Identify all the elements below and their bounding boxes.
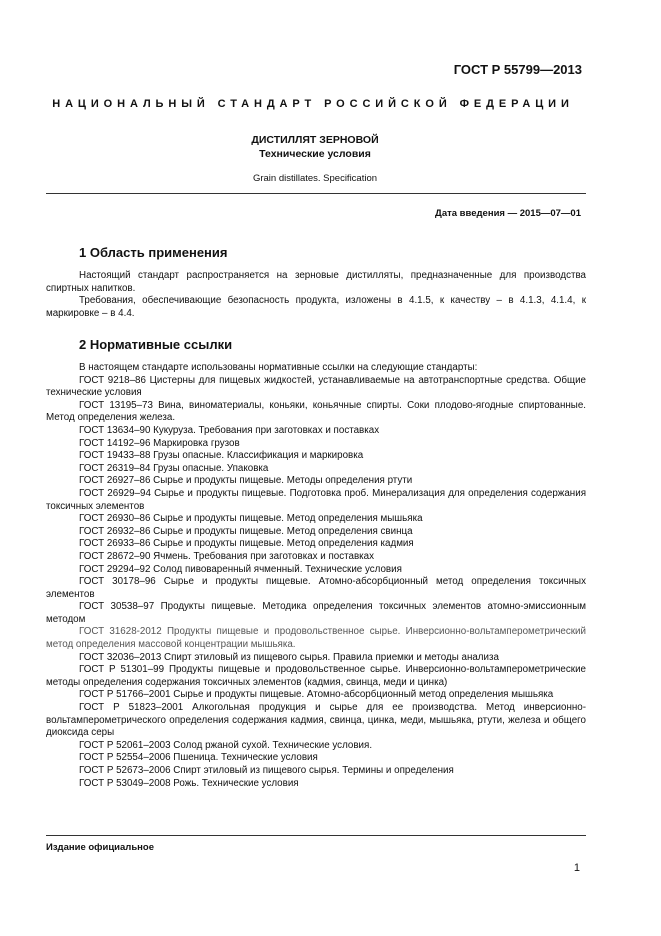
section-heading: 2 Нормативные ссылки [79,337,233,352]
header-divider [46,193,586,194]
reference-item: ГОСТ 32036–2013 Спирт этиловый из пищевого сырья. Правила приемки и методы анализа [79,651,499,663]
paragraph: Требования, обеспечивающие безопасность продукта, изложены в 4.1.5, к качеству – в 4.1.3, 4.1.4, к маркировке – в 4.4. [46,295,586,319]
reference-item: ГОСТ 19433–88 Грузы опасные. Классификация и маркировка [79,450,364,462]
national-standard-heading: НАЦИОНАЛЬНЫЙ СТАНДАРТ РОССИЙСКОЙ ФЕДЕРАЦИИ [52,98,574,110]
reference-item: ГОСТ Р 51301–99 Продукты пищевые и продовольственное сырье. Инверсионно-вольтамперометрические методы определения содержания токсичных элементов (кадмия, свинца, меди и цинка) [46,664,586,688]
reference-item: ГОСТ Р 52673–2006 Спирт этиловый из пищевого сырья. Термины и определения [79,765,454,776]
title-block [48,133,582,185]
reference-item: ГОСТ 13195–73 Вина, виноматериалы, коньяки, коньячные спирты. Соки плодово-ягодные спиртованные. Метод определения железа. [46,399,586,424]
section-heading: 1 Область применения [79,245,228,260]
document-title: ДИСТИЛЛЯТ ЗЕРНОВОЙ [251,134,379,146]
reference-item: ГОСТ 13634–90 Кукуруза. Требования при заготовках и поставках [79,424,380,436]
document-subtitle: Технические условия [259,148,371,160]
reference-item: ГОСТ Р 53049–2008 Рожь. Технические условия [79,777,299,789]
official-edition-label: Издание официальное [46,842,154,853]
reference-item: ГОСТ Р 51823–2001 Алкогольная продукция и сырье для ее производства. Метод инверсионно-вольтамперометрического определения содержания кадмия, свинца, цинка, меди, мышьяка, ртути, железа и общего диоксида серы [46,702,586,739]
reference-item: ГОСТ Р 51766–2001 Сырье и продукты пищевые. Атомно-абсорбционный метод определения мышьяка [79,689,554,701]
document-title-english: Grain distillates. Specification [252,173,378,184]
introduction-date: Дата введения — 2015—07—01 [435,208,581,219]
reference-item: ГОСТ 28672–90 Ячмень. Требования при заготовках и поставках [79,550,375,562]
standard-number: ГОСТ Р 55799—2013 [453,62,582,77]
page-number: 1 [573,862,580,874]
reference-item: ГОСТ Р 52554–2006 Пшеница. Технические условия [79,752,318,764]
section-scope [46,244,586,320]
paragraph: В настоящем стандарте использованы нормативные ссылки на следующие стандарты: [79,362,478,373]
paragraph: Настоящий стандарт распространяется на зерновые дистилляты, предназначенные для производства спиртных напитков. [46,270,586,294]
footer-divider [46,835,586,836]
reference-item: ГОСТ 26930–86 Сырье и продукты пищевые. Метод определения мышьяка [79,513,423,525]
reference-item: ГОСТ 30178–96 Сырье и продукты пищевые. Атомно-абсорбционный метод определения токсичных элементов [46,576,586,600]
reference-item: ГОСТ 26927–86 Сырье и продукты пищевые. Методы определения ртути [79,475,413,487]
reference-item: ГОСТ Р 52061–2003 Солод ржаной сухой. Технические условия. [79,739,373,751]
reference-item: ГОСТ 26933–86 Сырье и продукты пищевые. Метод определения кадмия [79,538,414,550]
reference-item: ГОСТ 29294–92 Солод пивоваренный ячменный. Технические условия [79,563,402,575]
reference-item: ГОСТ 30538–97 Продукты пищевые. Методика определения токсичных элементов атомно-эмиссионным методом [46,601,586,625]
reference-item: ГОСТ 14192–96 Маркировка грузов [79,437,240,449]
reference-item: ГОСТ 26929–94 Сырье и продукты пищевые. Подготовка проб. Минерализация для определения содержания токсичных элементов [46,487,586,512]
reference-item: ГОСТ 26932–86 Сырье и продукты пищевые. Метод определения свинца [79,525,413,537]
reference-item: ГОСТ 26319–84 Грузы опасные. Упаковка [79,462,269,474]
reference-item: ГОСТ 31628-2012 Продукты пищевые и продовольственное сырье. Инверсионно-вольтамперометрический метод определения массовой концентрации мышьяка. [46,626,586,651]
section-normative-references [46,336,586,790]
reference-item: ГОСТ 9218–86 Цистерны для пищевых жидкостей, устанавливаемые на автотранспортные средства. Общие технические условия [46,374,586,399]
